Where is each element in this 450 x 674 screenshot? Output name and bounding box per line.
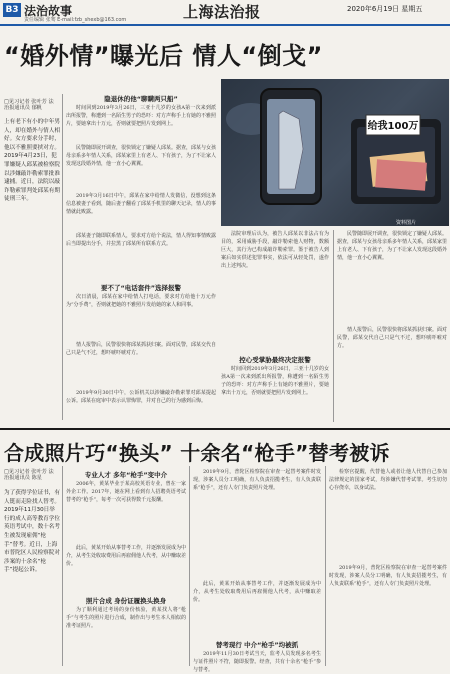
- story2-subhead-1: 专业人才 多年“枪手”变中介: [84, 471, 168, 479]
- story1-subhead-3: 控心受掌胁最终决定报警: [239, 356, 311, 364]
- column-divider: [325, 466, 326, 666]
- column-divider: [189, 466, 190, 666]
- photo-credit: 资料图片: [396, 220, 417, 226]
- story2-paragraph: 此后，黄某开始从事替考工作，并逐渐发展成为中介，从考生处收取费用后再雇佣他人代考，从中赚取差价。: [66, 545, 187, 567]
- story1-paragraph: 民警随即展开调查，很快锁定了嫌疑人邱某。据查，邱某与女孩母亲系多年情人关系，邱某家里上有老人、下有孩子，为了不让家人发现这段婚外情，他一直小心翼翼。: [337, 231, 448, 261]
- story2-lead: 为了获得学位证书，有人铤而走险找人替考。2019年11月30日举行的成人高等教育学位英语考试中，数十名考生被发现雇佣“枪手”替考。近日，上海市普陀区人民检察院对涉案的十余名“枪手”提起公诉。: [4, 490, 60, 574]
- story1-lead: 上有老下有小的中年男人，却在婚外与情人相好。女方要求分手时，他以不雅照要挟对方。2019年4月23日，犯罪嫌疑人邱某被检察院以涉嫌敲诈勒索罪批准逮捕。近日，法院以敲诈勒索罪判处邱某有期徒刑三年。: [4, 119, 60, 203]
- story1-subhead-1: 隐退休的他“聊瞒两只船”: [104, 95, 178, 103]
- column-divider: [333, 230, 334, 422]
- masthead: 上海法治报: [183, 3, 261, 21]
- story1-paragraph: 情人报警后，民警很快将邱某抓获归案。面对民警，邱某交代自己只是气不过，想吓唬吓唬对方。: [66, 342, 217, 356]
- story-photo: [221, 79, 449, 226]
- column-divider: [62, 466, 63, 666]
- story2-headline: 合成照片巧“换头” 十余名“枪手”替考被诉: [4, 441, 390, 465]
- story2-paragraph: 2006年，黄某毕业于某高校英语专业，曾在一家外企工作。2017年，她在网上看到有人招聘英语考试替考的“枪手”，每考一次可获得数千元报酬。: [66, 481, 186, 503]
- story2-paragraph: 2019年9月，普陀区检察院在审查一起替考案件时发现，涉案人员分工明确，有人负责招揽考生，有人负责联系“枪手”，还有人专门负责照片处理。: [329, 565, 447, 587]
- story2-byline: □见习记者 张叶芳 法治报通讯员 陈星: [4, 469, 54, 481]
- story2-paragraph: 此后，黄某开始从事替考工作，并逐渐发展成为中介，从考生处收取费用后再雇佣他人代考，从中赚取差价。: [193, 581, 321, 603]
- story1-paragraph: 次日清晨，邱某在家中给情人打电话，要求对方给他十万元作为“分手费”，否则就把她的不雅照片发给她的家人和同事。: [66, 294, 216, 308]
- story1-paragraph: 邱某妻子随即联系情人，要求对方给个说法，情人得知事情败露后当即提出分手，并拉黑了邱某所有联系方式。: [66, 233, 217, 247]
- issue-date: 2020年6月19日 星期五: [347, 5, 423, 13]
- header-rule: [0, 24, 450, 26]
- story2-paragraph: 2019年11月30日考试当天，监考人员发现多名考生与证件照片不符，随即报警。经查，共有十余名“枪手”参与替考。: [193, 651, 321, 673]
- story-divider: [0, 428, 450, 430]
- phone-text: 给我100万: [367, 121, 419, 132]
- story1-paragraph: 民警随即展开调查，很快锁定了嫌疑人邱某。据查，邱某与女孩母亲系多年情人关系，邱某家里上有老人、下有孩子，为了不让家人发现这段婚外情，他一直小心翼翼。: [66, 145, 217, 167]
- section-title: 法治故事: [24, 4, 73, 18]
- story2-paragraph: 2019年9月，普陀区检察院在审查一起替考案件时发现，涉案人员分工明确，有人负责招揽考生，有人负责联系“枪手”，还有人专门负责照片处理。: [193, 469, 321, 491]
- section-badge: B3: [3, 3, 21, 17]
- story2-paragraph: 检察官提醒，代替他人或者让他人代替自己参加法律规定的国家考试，均涉嫌代替考试罪。考生切勿心存侥幸，以身试法。: [329, 469, 447, 491]
- story1-headline: “婚外情”曝光后 情人“倒戈”: [4, 42, 323, 70]
- story1-paragraph: 时间回到2019年3月26日，三亚十几岁的女孩A第一次来到派出所报警，称遭到一名陌生男子的恐吓：对方声称手上有她的不雅照片，要她拿出十万元，否则就要把照片发到网上。: [66, 105, 217, 127]
- phone-cash-illustration: [221, 79, 449, 226]
- story1-paragraph: 时间回到2019年3月26日，三亚十几岁的女孩A第一次来到派出所报警，称遭到一名陌生男子的恐吓：对方声称手上有她的不雅照片，要她拿出十万元，否则就要把照片发到网上。: [221, 366, 329, 396]
- story1-subhead-2: 要不了“电话套件”选择报警: [100, 284, 182, 292]
- story2-subhead-3: 替考现行 中介“枪手”均被抓: [215, 641, 299, 649]
- story2-subhead-2: 照片合成 身份证履换头换身: [85, 597, 167, 605]
- editor-info: 责任编辑 张骞 E-mail:fzb_shexb@163.com: [24, 17, 127, 23]
- story1-paragraph: 情人报警后，民警很快将邱某抓获归案。面对民警，邱某交代自己只是气不过，想吓唬吓唬对方。: [337, 327, 448, 349]
- story1-byline: □见习记者 张叶芳 法治报通讯员 郁帆: [4, 99, 54, 111]
- story1-paragraph: 2019年3月16日中午，邱某在家中给情人发微信，没想到这条信息被妻子看到，随后妻子翻看了邱某手机里的聊天记录，情人的事情就此败露。: [66, 193, 217, 215]
- column-divider: [62, 94, 63, 420]
- story2-paragraph: 为了顺利通过考场的身份核验，黄某找人将“枪手”与考生的照片进行合成，制作出与考生本人相似的准考证照片。: [66, 607, 186, 629]
- story1-paragraph: 2019年9月30日中午，公诉机关以涉嫌敲诈勒索罪对邱某提起公诉。邱某在庭审中表示认罪悔罪，并对自己的行为感到后悔。: [66, 390, 216, 404]
- story1-paragraph: 法院审理后认为，被告人邱某以非法占有为目的，采用威胁手段，敲诈勒索他人财物，数额巨大，其行为已构成敲诈勒索罪。鉴于被告人到案后如实供述犯罪事实，依法可从轻处罚，遂作出上述判决。: [221, 231, 329, 269]
